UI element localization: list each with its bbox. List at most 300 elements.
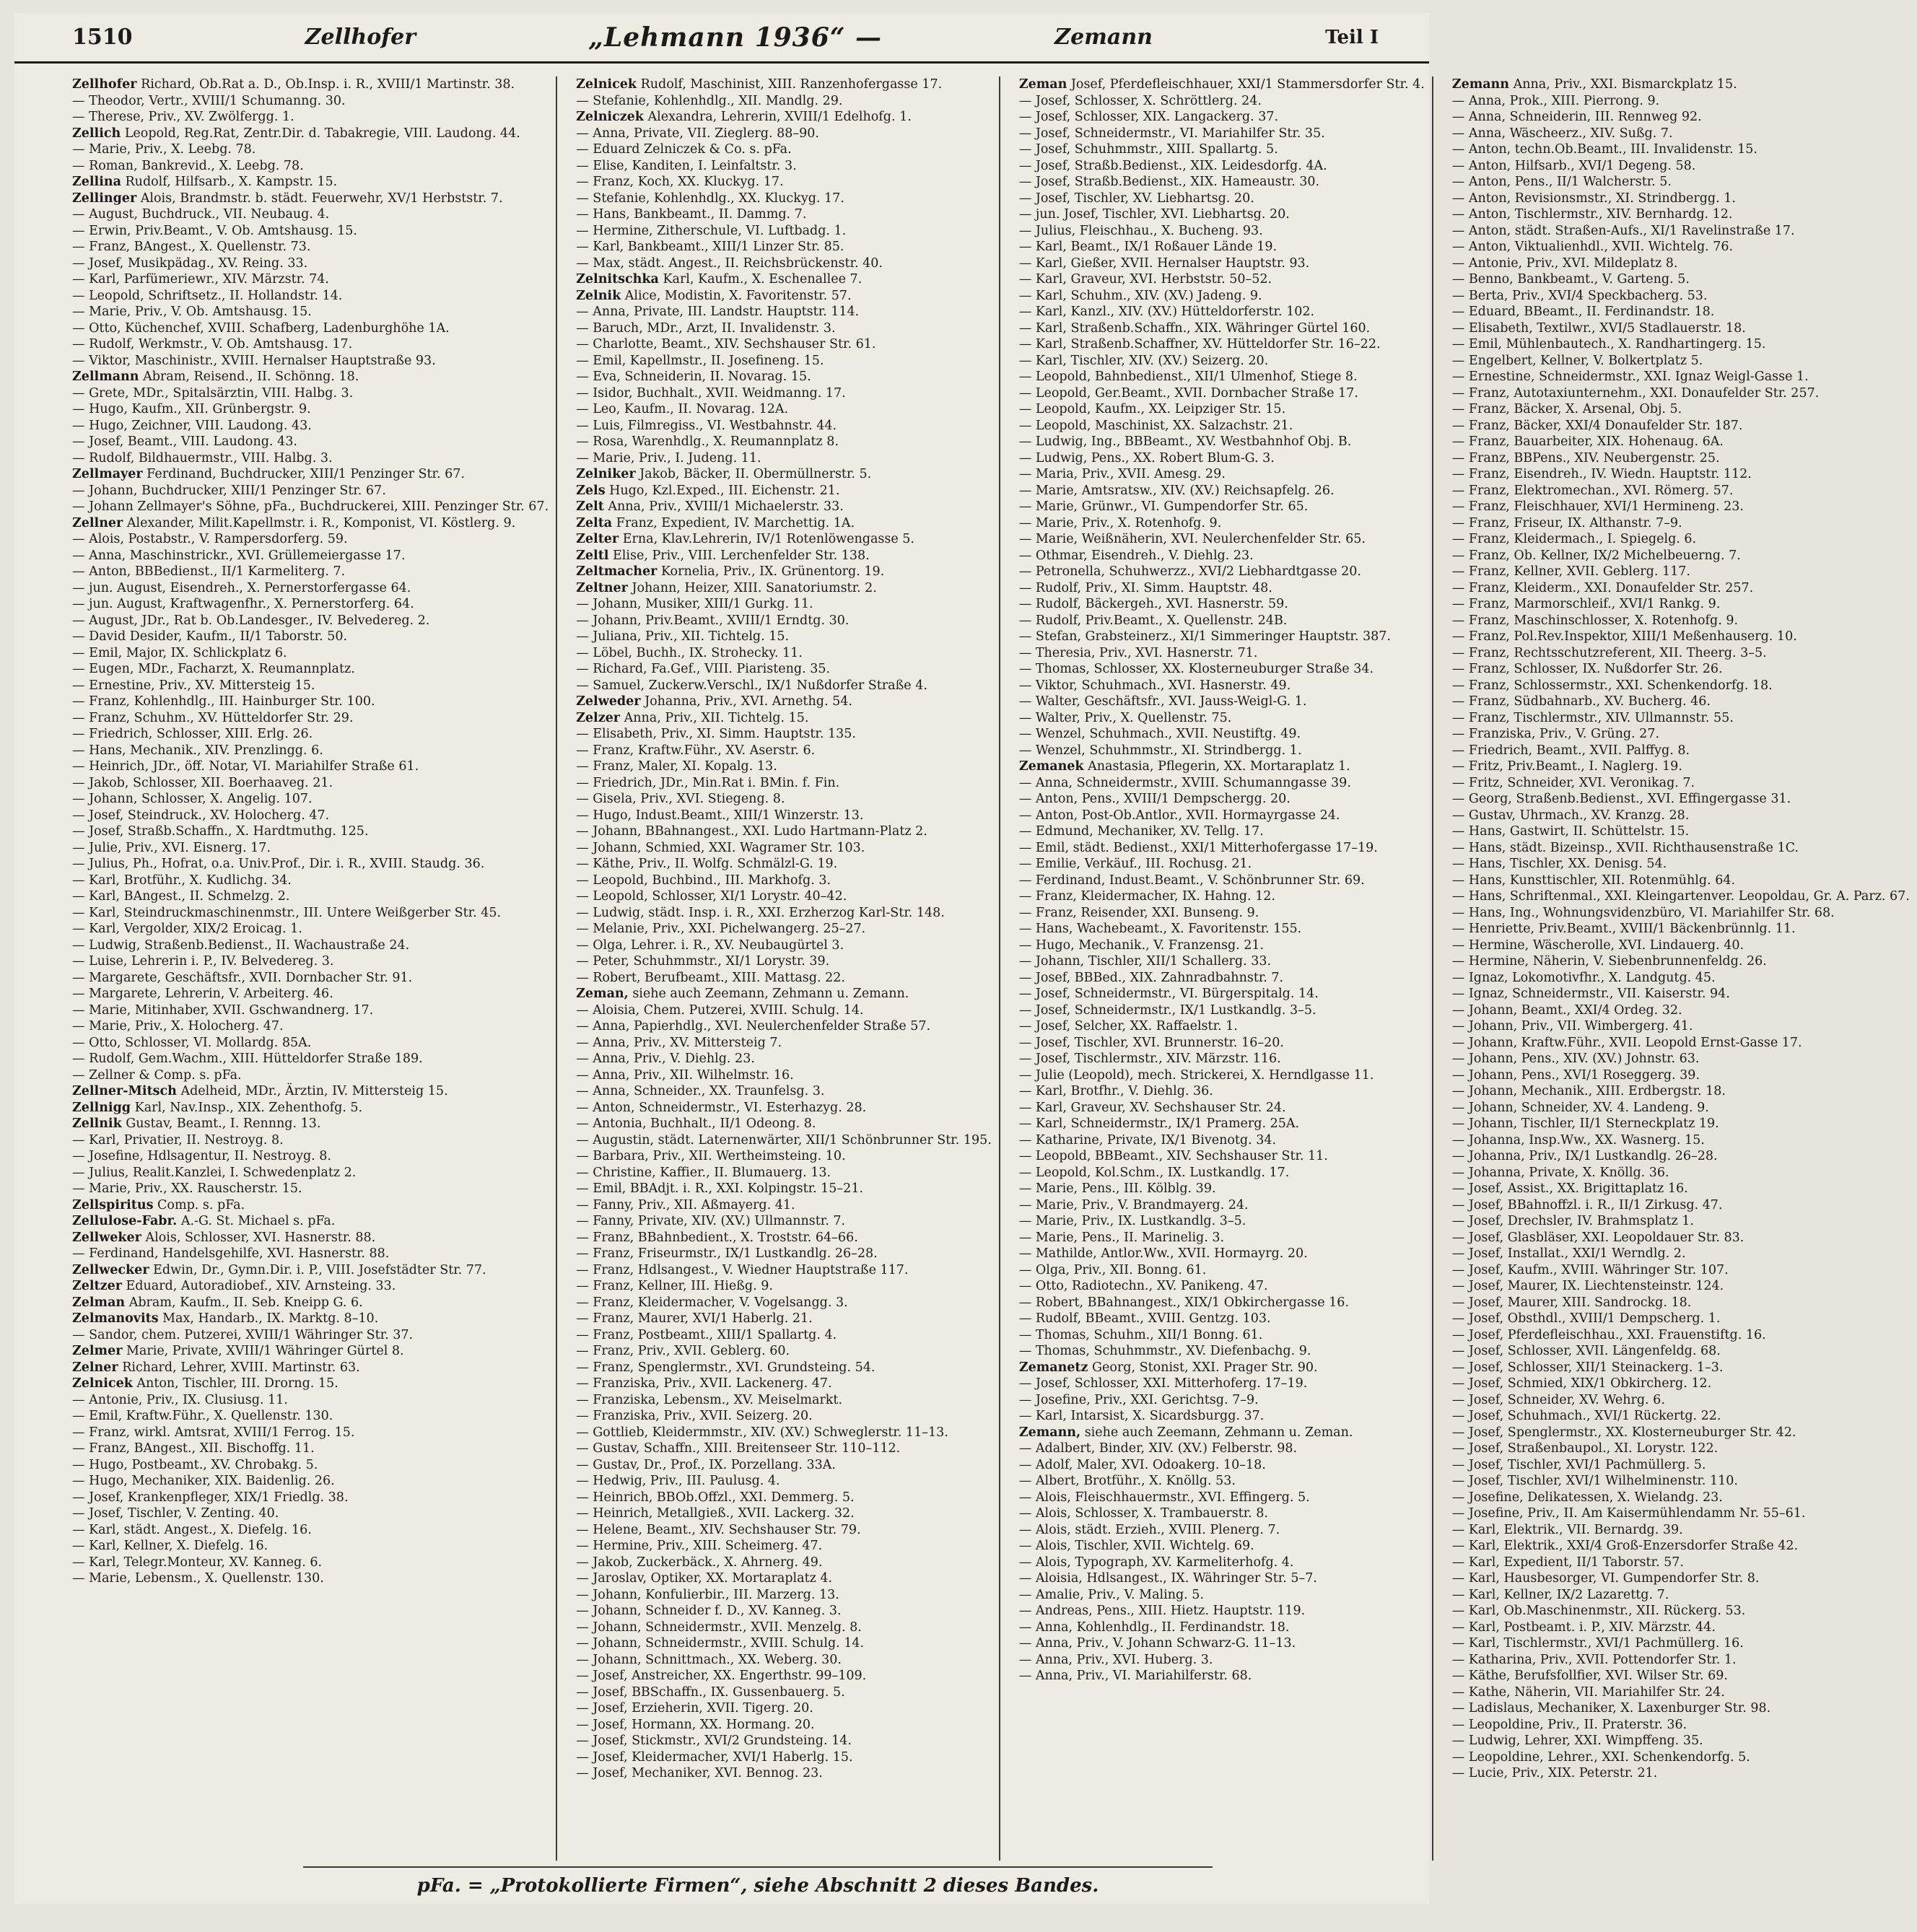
directory-entry	[1452, 1083, 1910, 1100]
directory-entry	[1452, 856, 1910, 873]
directory-entry	[72, 1555, 549, 1571]
directory-entry	[1019, 580, 1425, 597]
entry-text: — Karl, Elektrik., VII. Bernardg. 39.	[1451, 1522, 1683, 1537]
entry-text: Georg, Stonist, XXI. Prager Str. 90.	[1092, 1360, 1318, 1375]
entry-text: — Franz, Ob. Kellner, IX/2 Michelbeuerng. 7.	[1451, 548, 1741, 563]
directory-entry	[1452, 937, 1910, 954]
directory-entry	[1452, 1522, 1910, 1539]
directory-entry	[72, 888, 549, 905]
entry-text: — Franz, Tischlermstr., XIV. Ullmannstr. 55.	[1451, 710, 1734, 725]
entry-text: — Karl, Privatier, II. Nestroyg. 8.	[72, 1132, 284, 1148]
entry-text: — Franz, Bäcker, X. Arsenal, Obj. 5.	[1451, 402, 1682, 416]
directory-entry	[1452, 353, 1910, 370]
directory-page	[14, 13, 1910, 1904]
entry-text: — Anton, BBBedienst., II/1 Karmeliterg. 7.	[72, 564, 346, 579]
entry-text: — Julie, Priv., XVI. Eisnerg. 17.	[72, 840, 271, 855]
entry-text: — Isidor, Buchhalt., XVII. Weidmanng. 17.	[576, 385, 846, 401]
directory-entry	[1452, 1538, 1910, 1555]
directory-entry	[1452, 1262, 1910, 1279]
entry-text: Kornelia, Priv., IX. Grünentorg. 19.	[660, 564, 885, 579]
entry-text: — Rudolf, Priv., XI. Simm. Hauptstr. 48.	[1018, 580, 1272, 595]
directory-entry	[72, 320, 549, 337]
entry-text: — Antonie, Priv., IX. Clusiusg. 11.	[72, 1392, 288, 1407]
directory-entry	[1019, 1570, 1425, 1587]
entry-text: Richard, Ob.Rat a. D., Ob.Insp. i. R., XVIII/1 Martinstr. 38.	[141, 77, 515, 92]
entry-text: — Robert, BBahnangest., XIX/1 Obkirchergasse 16.	[1018, 1295, 1350, 1310]
entry-text: — Thomas, Schlosser, XX. Klosterneuburger Straße 34.	[1018, 662, 1374, 676]
entry-text: — Josef, Beamt., VIII. Laudong. 43.	[72, 434, 297, 449]
directory-entry	[576, 336, 992, 353]
directory-entry	[576, 1555, 992, 1571]
directory-entry	[1452, 564, 1910, 580]
entry-text: — Karl, BAngest., II. Schmelzg. 2.	[72, 889, 290, 904]
directory-entry	[1452, 1733, 1910, 1749]
directory-entry	[1019, 1165, 1425, 1181]
directory-entry	[1019, 953, 1425, 970]
entry-text: — Margarete, Lehrerin, V. Arbeiterg. 46.	[72, 987, 333, 1001]
directory-entry	[72, 953, 549, 970]
entry-text: — Hugo, Mechaniker, XIX. Baidenlig. 26.	[72, 1474, 335, 1488]
directory-entry	[72, 1295, 549, 1311]
entry-surname: Zelman	[72, 1295, 126, 1310]
entry-text: — Johann, Kraftw.Führ., XVII. Leopold Ernst-Gasse 17.	[1451, 1035, 1802, 1050]
entry-text: — Anton, Hilfsarb., XVI/1 Degeng. 58.	[1451, 158, 1696, 173]
entry-text: — Max, städt. Angest., II. Reichsbrückenstr. 40.	[576, 255, 883, 271]
directory-entry	[1452, 759, 1910, 775]
entry-text: — Anton, Schneidermstr., VI. Esterhazyg. 28.	[576, 1100, 867, 1115]
directory-entry	[1452, 548, 1910, 564]
entry-surname: Zelweder	[576, 694, 641, 709]
directory-entry	[576, 1327, 992, 1344]
directory-entry	[576, 678, 992, 694]
entry-text: — Marie, Mitinhaber, XVII. Gschwandnerg. 17.	[72, 1002, 374, 1018]
directory-entry	[576, 596, 992, 613]
column-4	[1452, 77, 1917, 1861]
entry-text: — Thomas, Schuhmmstr., XV. Diefenbachg. 9.	[1018, 1344, 1311, 1358]
directory-entry	[576, 1684, 992, 1701]
entry-surname: Zeltmacher	[576, 564, 658, 579]
entry-text: — Franz, Kleidermach., I. Spiegelg. 6.	[1451, 532, 1697, 546]
directory-entry	[576, 191, 992, 207]
directory-entry	[1019, 921, 1425, 937]
directory-entry	[576, 1635, 992, 1652]
entry-text: Gustav, Beamt., I. Rennng. 13.	[126, 1116, 321, 1131]
entry-text: — Hans, städt. Bizeinsp., XVII. Richthausenstraße 1C.	[1451, 840, 1799, 855]
entry-text: — Anton, Tischlermstr., XIV. Bernhardg. 12.	[1451, 207, 1733, 222]
directory-entry	[1452, 1067, 1910, 1084]
entry-text: — Käthe, Priv., II. Wolfg. Schmälzl-G. 19.	[576, 857, 838, 871]
entry-text: — Johann, Priv., VII. Wimbergerg. 41.	[1451, 1019, 1693, 1033]
directory-entry	[1019, 823, 1425, 840]
entry-text: — Anna, Schneiderin, III. Rennweg 92.	[1451, 110, 1702, 124]
directory-entry	[1019, 255, 1425, 272]
directory-entry	[1019, 1295, 1425, 1311]
directory-entry	[1452, 1197, 1910, 1214]
entry-text: — Luis, Filmregiss., VI. Westbahnstr. 44.	[576, 418, 837, 433]
entry-text: — Adalbert, Binder, XIV. (XV.) Felberstr. 98.	[1018, 1441, 1298, 1456]
entry-text: — Amalie, Priv., V. Maling. 5.	[1018, 1587, 1204, 1602]
entry-text: — Helene, Beamt., XIV. Sechshauser Str. 79.	[576, 1522, 861, 1537]
directory-entry	[1452, 531, 1910, 548]
directory-entry	[576, 158, 992, 175]
directory-entry	[576, 548, 992, 564]
directory-entry	[1019, 629, 1425, 645]
directory-entry	[1019, 1132, 1425, 1149]
entry-text: Johann, Heizer, XIII. Sanatoriumstr. 2.	[632, 580, 877, 595]
entry-text: — Sandor, chem. Putzerei, XVIII/1 Währinger Str. 37.	[72, 1327, 414, 1342]
entry-text: — Karl, Tischler, XIV. (XV.) Seizerg. 20.	[1018, 353, 1269, 368]
entry-text: — Mathilde, Antlor.Ww., XVII. Hormayrg. 20.	[1018, 1246, 1308, 1261]
directory-entry	[1452, 808, 1910, 824]
directory-entry	[576, 1116, 992, 1132]
directory-entry	[1019, 1538, 1425, 1555]
entry-text: — Karl, Steindruckmaschinenmstr., III. Untere Weißgerber Str. 45.	[72, 905, 502, 920]
directory-entry	[1452, 629, 1910, 645]
entry-text: — Ludwig, städt. Insp. i. R., XXI. Erzherzog Karl-Str. 148.	[576, 905, 945, 920]
directory-entry	[576, 1733, 992, 1749]
entry-text: — Josef, Maurer, IX. Liechtensteinstr. 124.	[1451, 1279, 1724, 1293]
entry-text: — Josef, Selcher, XX. Raffaelstr. 1.	[1018, 1019, 1238, 1033]
directory-entry	[1452, 1100, 1910, 1116]
entry-text: — Johann, Beamt., XXI/4 Ordeg. 32.	[1451, 1002, 1682, 1018]
directory-entry	[1019, 336, 1425, 353]
entry-text: — Karl, Ob.Maschinenmstr., XII. Rückerg. 53.	[1451, 1604, 1746, 1618]
directory-entry	[576, 1441, 992, 1457]
directory-entry	[72, 353, 549, 370]
entry-surname: Zelniker	[576, 467, 636, 481]
entry-text: — Fanny, Private, XIV. (XV.) Ullmannstr. 7.	[576, 1214, 846, 1228]
directory-entry	[576, 1765, 992, 1782]
directory-entry	[1452, 1603, 1910, 1620]
entry-text: A.-G. St. Michael s. pFa.	[180, 1214, 336, 1228]
entry-text: — Stefanie, Kohlenhdlg., XX. Kluckyg. 17.	[576, 191, 844, 206]
directory-entry	[1452, 191, 1910, 207]
entry-surname: Zelta	[576, 515, 613, 530]
directory-entry	[72, 531, 549, 548]
directory-entry	[1019, 1018, 1425, 1035]
directory-entry	[1452, 450, 1910, 467]
entry-text: — Franz, Kraftw.Führ., XV. Aserstr. 6.	[576, 743, 816, 758]
directory-entry	[1019, 191, 1425, 207]
directory-entry	[1019, 1181, 1425, 1197]
directory-entry	[1019, 1392, 1425, 1409]
entry-text: — Hermine, Zitherschule, VI. Luftbadg. 1.	[576, 223, 847, 238]
directory-entry	[1019, 77, 1425, 93]
directory-entry	[1019, 1343, 1425, 1360]
entry-text: — Johann, Pens., XVI/1 Roseggerg. 39.	[1451, 1067, 1700, 1083]
directory-entry	[72, 580, 549, 597]
entry-surname: Zellwecker	[72, 1262, 149, 1277]
entry-text: — Hans, Gastwirt, II. Schüttelstr. 15.	[1451, 824, 1690, 839]
directory-entry	[576, 1360, 992, 1376]
directory-entry	[576, 401, 992, 418]
directory-entry	[1019, 483, 1425, 499]
entry-text: — Juliana, Priv., XII. Tichtelg. 15.	[576, 629, 790, 644]
entry-text: — Josef, Schlosser, XIX. Langackerg. 37.	[1018, 110, 1279, 124]
entry-text: — Leopoldine, Lehrer., XXI. Schenkendorfg. 5.	[1451, 1749, 1750, 1765]
directory-entry	[1452, 109, 1910, 126]
entry-text: — Josef, Kleidermacher, XVI/1 Haberlg. 15.	[576, 1749, 853, 1765]
directory-entry	[576, 1148, 992, 1165]
directory-entry	[1019, 1262, 1425, 1279]
entry-text: — Roman, Bankrevid., X. Leebg. 78.	[72, 158, 304, 173]
directory-entry	[72, 596, 549, 613]
directory-entry	[576, 1002, 992, 1019]
directory-entry	[1019, 141, 1425, 158]
directory-entry	[1019, 937, 1425, 954]
directory-entry	[576, 255, 992, 272]
entry-text: — Franz, Hdlsangest., V. Wiedner Hauptstraße 117.	[576, 1262, 909, 1277]
directory-entry	[72, 1067, 549, 1084]
directory-entry	[72, 694, 549, 710]
entry-text: — Josef, Spenglermstr., XX. Klosterneuburger Str. 42.	[1451, 1425, 1796, 1440]
directory-entry	[576, 580, 992, 597]
entry-text: — Anna, Papierhdlg., XVI. Neulerchenfelder Straße 57.	[576, 1019, 931, 1033]
directory-entry	[1452, 840, 1910, 857]
entry-text: — Emilie, Verkäuf., III. Rochusg. 21.	[1018, 857, 1252, 871]
entry-text: — Jaroslav, Optiker, XX. Mortaraplatz 4.	[576, 1571, 833, 1586]
directory-entry	[1452, 304, 1910, 320]
entry-text: — Berta, Priv., XVI/4 Speckbacherg. 53.	[1451, 288, 1708, 303]
part-label: Teil I	[1325, 26, 1379, 48]
directory-entry	[72, 271, 549, 288]
entry-text: — Leopold, Ger.Beamt., XVII. Dornbacher Straße 17.	[1018, 385, 1358, 401]
column-2	[576, 77, 1000, 1861]
entry-text: — Charlotte, Beamt., XIV. Sechshauser Str. 61.	[576, 337, 876, 351]
entry-text: — Thomas, Schuhm., XII/1 Bonng. 61.	[1018, 1327, 1263, 1342]
directory-entry	[1452, 466, 1910, 483]
directory-entry	[576, 661, 992, 678]
entry-text: — Franziska, Priv., V. Grüng. 27.	[1451, 727, 1660, 741]
directory-entry	[576, 1230, 992, 1246]
directory-entry	[1019, 1230, 1425, 1246]
entry-text: — Franz, Postbeamt., XIII/1 Spallartg. 4.	[576, 1327, 837, 1342]
entry-text: — Franziska, Priv., XVII. Seizerg. 20.	[576, 1409, 813, 1423]
entry-text: — Zellner & Comp. s. pFa.	[72, 1067, 242, 1083]
directory-entry	[1019, 645, 1425, 662]
entry-text: — Friedrich, Schlosser, XIII. Erlg. 26.	[72, 727, 313, 741]
entry-surname: Zemanetz	[1018, 1360, 1088, 1375]
entry-text: — Hermine, Priv., XIII. Scheimerg. 47.	[576, 1539, 823, 1553]
directory-entry	[1019, 970, 1425, 987]
entry-text: — Karl, Straßenb.Schaffner, XV. Hütteldorfer Str. 16–22.	[1018, 337, 1381, 351]
directory-entry	[576, 1246, 992, 1262]
entry-text: — Melanie, Priv., XXI. Pichelwangerg. 25–27.	[576, 922, 866, 936]
entry-text: — Karl, Tischlermstr., XVI/1 Pachmüllerg. 16.	[1451, 1636, 1744, 1651]
entry-text: — Marie, Pens., II. Marinelig. 3.	[1018, 1230, 1225, 1245]
entry-text: — Franz, Maschinschlosser, X. Rotenhofg. 9.	[1451, 613, 1739, 628]
entry-text: — Franz, BBPens., XIV. Neubergenstr. 25.	[1451, 450, 1720, 465]
entry-text: — Josef, Schuhmmstr., XIII. Spallartg. 5.	[1018, 142, 1278, 157]
directory-entry	[1019, 888, 1425, 905]
directory-entry	[72, 1148, 549, 1165]
column-3	[1019, 77, 1433, 1861]
directory-entry	[1452, 1555, 1910, 1571]
directory-entry	[72, 856, 549, 873]
entry-text: — Erwin, Priv.Beamt., V. Ob. Amtshausg. 15.	[72, 223, 357, 238]
entry-text: — Baruch, MDr., Arzt, II. Invalidenstr. 3.	[576, 320, 836, 336]
entry-text: — Johann, Mechanik., XIII. Erdbergstr. 18.	[1451, 1084, 1726, 1098]
entry-text: — Anna, Schneider., XX. Traunfelsg. 3.	[576, 1084, 825, 1098]
entry-text: — Karl, Kanzl., XIV. (XV.) Hütteldorferstr. 102.	[1018, 305, 1315, 319]
directory-entry	[576, 629, 992, 645]
entry-surname: Zellner-Mitsch	[72, 1084, 177, 1098]
directory-entry	[1019, 515, 1425, 532]
entry-text: — Marie, Pens., III. Kölblg. 39.	[1018, 1181, 1216, 1196]
entry-text: — Josef, Straßb.Bedienst., XIX. Hameaustr. 30.	[1018, 175, 1320, 189]
directory-entry	[1452, 174, 1910, 191]
entry-text: — Marie, Priv., V. Brandmayerg. 24.	[1018, 1197, 1249, 1212]
entry-text: — Karl, Intarsist, X. Sicardsburgg. 37.	[1018, 1409, 1265, 1423]
entry-text: — Stefan, Grabsteinerz., XI/1 Simmeringer Hauptstr. 387.	[1018, 629, 1391, 644]
entry-surname: Zelnicek	[576, 77, 637, 92]
entry-text: — jun. August, Eisendreh., X. Pernerstorfergasse 64.	[72, 580, 411, 595]
directory-entry	[1019, 271, 1425, 288]
directory-entry	[1452, 613, 1910, 629]
directory-entry	[576, 823, 992, 840]
directory-entry	[576, 1473, 992, 1490]
directory-entry	[1019, 434, 1425, 450]
directory-entry	[72, 1408, 549, 1425]
directory-entry	[1452, 1441, 1910, 1457]
entry-text: — Franz, Maler, XI. Kopalg. 13.	[576, 759, 777, 774]
directory-entry	[1019, 1148, 1425, 1165]
directory-entry	[1452, 1278, 1910, 1295]
directory-entry	[1452, 255, 1910, 272]
directory-entry	[72, 661, 549, 678]
directory-entry	[72, 840, 549, 857]
entry-text: — Leopold, Schriftsetz., II. Hollandstr. 14.	[72, 288, 343, 303]
directory-entry	[576, 1165, 992, 1181]
entry-text: — Emil, städt. Bedienst., XXI/1 Mitterhofergasse 17–19.	[1018, 840, 1378, 855]
directory-entry	[72, 109, 549, 126]
entry-text: — Anna, Kohlenhdlg., II. Ferdinandstr. 18.	[1018, 1620, 1290, 1635]
entry-text: — Viktor, Maschinistr., XVIII. Hernalser Hauptstraße 93.	[72, 353, 436, 368]
entry-text: — Emil, Mühlenbautech., X. Randhartingerg. 15.	[1451, 337, 1766, 351]
directory-entry	[1452, 1181, 1910, 1197]
directory-entry	[72, 759, 549, 775]
entry-surname: Zeltner	[576, 580, 628, 595]
entry-text: — Leopold, Buchbind., III. Markhofg. 3.	[576, 873, 831, 888]
directory-entry	[1452, 726, 1910, 743]
entry-text: — Josef, Steindruck., XV. Holocherg. 47.	[72, 808, 330, 823]
directory-entry	[1452, 1376, 1910, 1392]
directory-entry	[576, 466, 992, 483]
entry-text: — Marie, Weißnäherin, XVI. Neulerchenfelder Str. 65.	[1018, 532, 1366, 546]
entry-text: — Franz, Kohlenhdlg., III. Hainburger Str. 100.	[72, 694, 375, 709]
entry-text: — Emil, BBAdjt. i. R., XXI. Kolpingstr. 15–21.	[576, 1181, 864, 1196]
entry-text: Karl, Kaufm., X. Eschenallee 7.	[663, 272, 863, 287]
entry-text: Adelheid, MDr., Ärztin, IV. Mittersteig 15.	[180, 1084, 448, 1098]
entry-surname: Zeltzer	[72, 1279, 122, 1293]
entry-text: Abram, Kaufm., II. Seb. Kneipp G. 6.	[128, 1295, 363, 1310]
entry-text: — Elisabeth, Priv., XI. Simm. Hauptstr. 135.	[576, 727, 856, 741]
entry-text: — Johann, Schneidermstr., XVIII. Schulg. 14.	[576, 1636, 865, 1651]
directory-entry	[72, 613, 549, 629]
entry-text: — Marie, Priv., IX. Lustkandlg. 3–5.	[1018, 1214, 1246, 1228]
entry-text: — Rudolf, Bäckergeh., XVI. Hasnerstr. 59.	[1018, 597, 1288, 611]
directory-entry	[576, 77, 992, 93]
entry-text: — Hermine, Näherin, V. Siebenbrunnenfeldg. 26.	[1451, 954, 1767, 969]
entry-text: — Karl, Schneidermstr., IX/1 Pramerg. 25A.	[1018, 1116, 1300, 1131]
directory-entry	[576, 271, 992, 288]
directory-entry	[1452, 401, 1910, 418]
directory-entry	[576, 450, 992, 467]
directory-entry	[1019, 466, 1425, 483]
directory-entry	[576, 1343, 992, 1360]
entry-text: — Aloisia, Hdlsangest., IX. Währinger Str. 5–7.	[1018, 1571, 1317, 1586]
directory-entry	[576, 1018, 992, 1035]
entry-text: — Johann, Musiker, XIII/1 Gurkg. 11.	[576, 597, 813, 611]
entry-surname: Zelner	[72, 1360, 118, 1375]
directory-entry	[1452, 1360, 1910, 1376]
entry-text: — Therese, Priv., XV. Zwölfergg. 1.	[72, 110, 294, 124]
directory-entry	[576, 1408, 992, 1425]
entry-text: — Stefanie, Kohlenhdlg., XII. Mandlg. 29.	[576, 93, 843, 108]
entry-text: — Kathe, Näherin, VII. Mariahilfer Str. 24.	[1451, 1684, 1725, 1700]
entry-text: — Grete, MDr., Spitalsärztin, VIII. Halbg. 3.	[72, 385, 354, 401]
entry-text: — Josef, Musikpädag., XV. Reing. 33.	[72, 255, 308, 271]
directory-entry	[1452, 1620, 1910, 1636]
directory-entry	[1019, 418, 1425, 434]
entry-text: — Josef, Schneidermstr., VI. Bürgerspitalg. 14.	[1018, 987, 1319, 1001]
directory-entry	[1452, 1587, 1910, 1604]
directory-entry	[1019, 1116, 1425, 1132]
entry-text: — Johann, Tischler, II/1 Sterneckplatz 19.	[1451, 1116, 1719, 1131]
entry-surname: Zellner	[72, 515, 123, 530]
directory-entry	[1019, 1278, 1425, 1295]
entry-surname: Zellulose-Fabr.	[72, 1214, 178, 1228]
directory-entry	[576, 1051, 992, 1067]
entry-text: — Franz, Spenglermstr., XVI. Grundsteing. 54.	[576, 1360, 875, 1375]
entry-text: — Franz, Maurer, XVI/1 Haberlg. 21.	[576, 1311, 813, 1326]
entry-text: — Anton, städt. Straßen-Aufs., XI/1 Ravelinstraße 17.	[1451, 223, 1795, 238]
column-1	[72, 77, 557, 1861]
entry-text: — Johann, Tischler, XII/1 Schallerg. 33.	[1018, 954, 1272, 969]
directory-entry	[576, 320, 992, 337]
entry-text: — Julius, Realit.Kanzlei, I. Schwedenplatz 2.	[72, 1165, 357, 1180]
directory-entry	[1019, 1473, 1425, 1490]
entry-text: — Theodor, Vertr., XVIII/1 Schumanng. 30.	[72, 93, 346, 108]
directory-entry	[72, 223, 549, 240]
footer-note: pFa. = „Protokollierte Firmen“, siehe Abschnitt 2 dieses Bandes.	[303, 1866, 1213, 1904]
entry-text: — Karl, Expedient, II/1 Taborstr. 57.	[1451, 1555, 1684, 1570]
directory-entry	[1452, 223, 1910, 240]
entry-text: — Anna, Private, VII. Zieglerg. 88–90.	[576, 126, 819, 141]
entry-text: — Franz, Kellner, III. Hießg. 9.	[576, 1279, 773, 1293]
directory-entry	[1452, 1295, 1910, 1311]
entry-text: — August, Buchdruck., VII. Neubaug. 4.	[72, 207, 330, 222]
directory-entry	[72, 336, 549, 353]
directory-entry	[576, 93, 992, 110]
directory-entry	[72, 564, 549, 580]
entry-text: Karl, Nav.Insp., XIX. Zehenthofg. 5.	[134, 1100, 363, 1115]
entry-text: — Julie (Leopold), mech. Strickerei, X. Herndlgasse 11.	[1018, 1067, 1374, 1083]
directory-entry	[72, 1278, 549, 1295]
directory-entry	[72, 191, 549, 207]
directory-entry	[576, 921, 992, 937]
entry-text: — Karl, Hausbesorger, VI. Gumpendorfer Str. 8.	[1451, 1571, 1760, 1586]
entry-text: — Josef, Schlosser, XII/1 Steinackerg. 1–3.	[1451, 1360, 1724, 1375]
entry-text: — Franz, Kleidermacher, V. Vogelsangg. 3.	[576, 1295, 848, 1310]
entry-text: — Josef, Straßb.Schaffn., X. Hardtmuthg. 125.	[72, 824, 369, 839]
entry-text: — Franz, BAngest., X. Quellenstr. 73.	[72, 240, 311, 254]
directory-entry	[1019, 1555, 1425, 1571]
directory-entry	[576, 1522, 992, 1539]
directory-entry	[72, 823, 549, 840]
directory-entry	[72, 239, 549, 255]
directory-entry	[1019, 1002, 1425, 1019]
